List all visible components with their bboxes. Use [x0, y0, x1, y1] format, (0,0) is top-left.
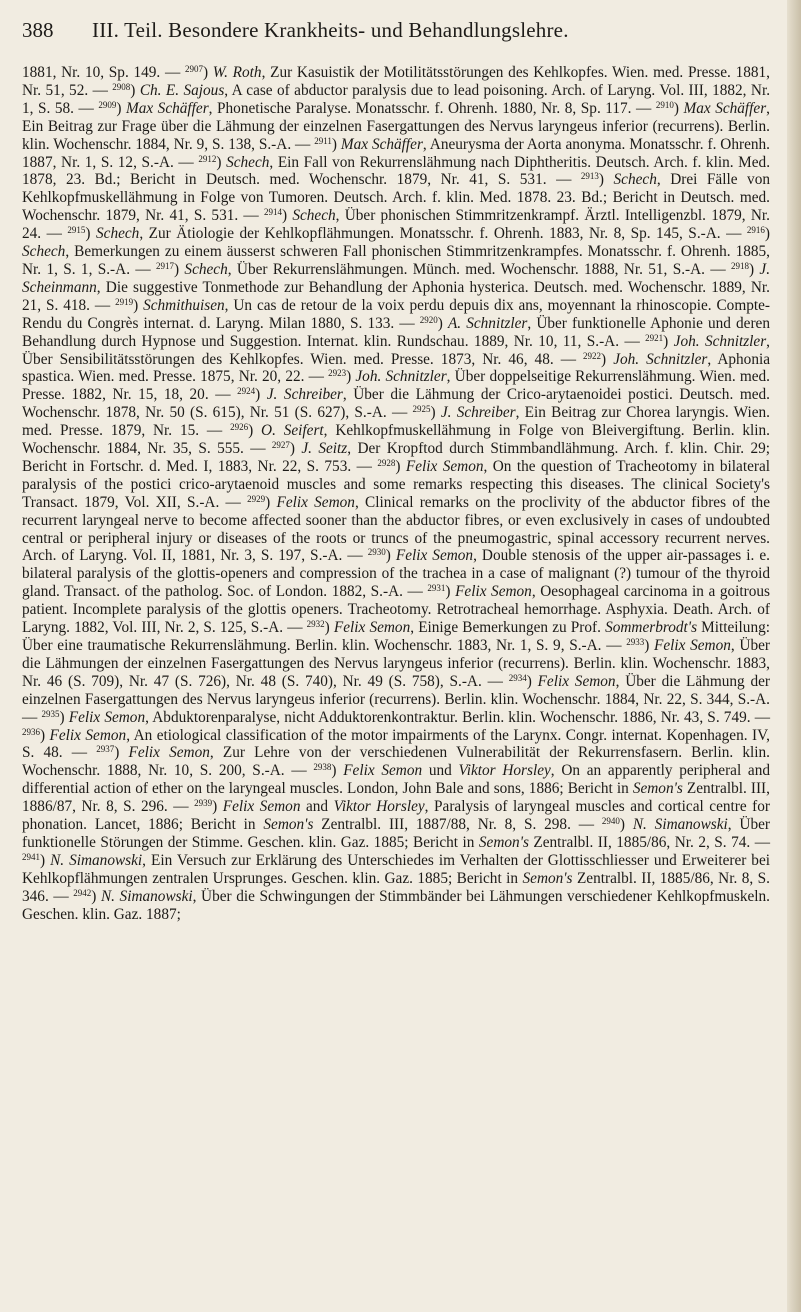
- footnote-number: 2910: [655, 99, 674, 110]
- footnote-number: 2941: [22, 851, 40, 862]
- footnote-number: 2936: [22, 726, 40, 737]
- author-name: Felix Semon: [455, 583, 532, 601]
- footnote-number: 2925: [412, 404, 431, 415]
- reference-text: , Ein Fall von Rekurrenslähmung nach Diphtheritis. Deutsch. Arch. f. klin. Med. 1878, 23. Bd.; Bericht in Deutsch. med. Wochenschr. 1879, Nr. 41, S. 531. —: [22, 153, 771, 189]
- reference-text: , Zur Lehre von der verschiedenen Vulnerabilität der Rekurrensfasern. Berlin. klin. Wochenschr. 1888, Nr. 10, S. 200, S.-A. —: [22, 744, 771, 780]
- footnote-number: 2924: [237, 386, 256, 397]
- footnote-number: 2938: [313, 762, 332, 773]
- reference-text: , Über funktionelle Aphonie und deren Behandlung durch Hypnose und Suggestion. Internat. klin. Rundschau. 1889, Nr. 10, 11, S.-A. —: [22, 314, 770, 350]
- page-number: 388: [22, 18, 54, 42]
- author-name: W. Roth: [212, 64, 262, 81]
- author-name: Max Schäffer: [340, 135, 423, 153]
- author-name: J. Scheinmann: [22, 260, 771, 296]
- author-name: Felix Semon: [405, 457, 484, 475]
- reference-text: , Einige Bemerkungen zu Prof.: [410, 619, 606, 637]
- author-name: O. Seifert: [261, 422, 324, 440]
- footnote-number: 2920: [419, 314, 438, 325]
- reference-text: , Die suggestive Tonmethode zur Behandlung der Aphonia hysterica. Deutsch. med. Wochenschr. 1889, Nr. 21, S. 418. —: [22, 278, 770, 314]
- author-name: Viktor Horsley: [333, 798, 425, 816]
- reference-text: , Bemerkungen zu einem äusserst schweren Fall phonischen Stimmritzenkrampfes. Monatsschr. f. Ohrenh. 1885, Nr. 1, S. 1, S.-A. —: [22, 243, 770, 278]
- author-name: A. Schnitzler: [447, 314, 528, 332]
- author-name: Schech: [22, 243, 66, 261]
- author-name: Felix Semon: [333, 619, 411, 637]
- footnote-number: 2928: [377, 457, 396, 468]
- author-name: J. Seitz: [301, 440, 348, 458]
- reference-paragraph: 1881, Nr. 10, Sp. 149. — $^{2907}$) W. Roth, Zur Kasuistik der Motilitätsstörungen des Kehlkopfes. Wien. med. Presse. 1881, Nr. 51, 52. — $^{2908}$) Ch. E. Sajous, A case of abductor paralysis due to lead poisoning. Arch. of Laryng. Vol. III, 1882, Nr. 1, S. 58. — $^{2909}$) Max Schäffer, Phonetische Paralyse. Monatsschr. f. Ohrenh. 1880, Nr. 8, Sp. 117. — $^{2910}$) Max Schäffer, Ein Beitrag zur Frage über die Lähmung der einzelnen Fasergattungen des Nervus laryngeus inferior (recurrens). Berlin. klin. Wochenschr. 1884, Nr. 9, S. 138, S.-A. — $^{2911}$) Max Schäffer, Aneurysma der Aorta anonyma. Monatsschr. f. Ohrenh. 1887, Nr. 1, S. 12, S.-A. — $^{2912}$) Schech, Ein Fall von Rekurrenslähmung nach Diphtheritis. Deutsch. Arch. f. klin. Med. 1878, 23. Bd.; Bericht in Deutsch. med. Wochenschr. 1879, Nr. 41, S. 531. — $^{2913}$) Schech, Drei Fälle von Kehlkopfmuskellähmung in Folge von Tumoren. Deutsch. Arch. f. klin. Med. 1878. 23. Bd.; Bericht in Deutsch. med. Wochenschr. 1879, Nr. 41, S. 531. — $^{2914}$) Schech, Über phonischen Stimmritzenkrampf. Ärztl. Intelligenzbl. 1879, Nr. 24. — $^{2915}$) Schech, Zur Ätiologie der Kehlkopflähmungen. Monatsschr. f. Ohrenh. 1883, Nr. 8, Sp. 145, S.-A. — $^{2916}$) Schech, Bemerkungen zu einem äusserst schweren Fall phonischen Stimmritzenkrampfes. Monatsschr. f. Ohrenh. 1885, Nr. 1, S. 1, S.-A. — $^{2917}$) Schech, Über Rekurrenslähmungen. Münch. med. Wochenschr. 1888, Nr. 51, S.-A. — $^{2918}$) J. Scheinmann, Die suggestive Tonmethode zur Behandlung der Aphonia hysterica. Deutsch. med. Wochenschr. 1889, Nr. 21, S. 418. — $^{2919}$) Schmithuisen, Un cas de retour de la voix perdu depuis dix ans, moyennant la rhinoscopie. Compte-Rendu du Congrès internat. d. Laryng. Milan 1880, S. 133. — $^{2920}$) A. Schnitzler, Über funktionelle Aphonie und deren Behandlung durch Hypnose und Suggestion. Internat. klin. Rundschau. 1889, Nr. 10, 11, S.-A. — $^{2921}$) Joh. Schnitzler, Über Sensibilitätsstörungen des Kehlkopfes. Wien. med. Presse. 1873, Nr. 46, 48. — $^{2922}$) Joh. Schnitzler, Aphonia spastica. Wien. med. Presse. 1875, Nr. 20, 22. — $^{2923}$) Joh. Schnitzler, Über doppelseitige Rekurrenslähmung. Wien. med. Presse. 1882, Nr. 15, 18, 20. — $^{2924}$) J. Schreiber, Über die Lähmung der Crico-arytaenoidei postici. Deutsch. med. Wochenschr. 1878, Nr. 50 (S. 615), Nr. 51 (S. 627), S.-A. — $^{2925}$) J. Schreiber, Ein Beitrag zur Chorea laryngis. Wien. med. Presse. 1879, Nr. 15. — $^{2926}$) O. Seifert, Kehlkopfmuskellähmung in Folge von Bleivergiftung. Berlin. klin. Wochenschr. 1884, Nr. 35, S. 555. — $^{2927}$) J. Seitz, Der Kropftod durch Stimmbandlähmung. Arch. f. klin. Chir. 29; Bericht in Fortschr. d. Med. I, 1883, Nr. 22, S. 753. — $^{2928}$) Felix Semon, On the question of Tracheotomy in bilateral paralysis of the postici crico-arytaenoid muscles and some remarks respecting this diseases. The clinical Society's Transact. 1879, Vol. XII, S.-A. — $^{2929}$) Felix Semon, Clinical remarks on the proclivity of the abductor fibres of the recurrent laryngeal nerve to become affected sooner than the abductor fibres, or even exclusively in cases of undoubted central or peripheral injury or diseases of the roots or truncs of the pneumogastric, spinal accessory recurrent nerves. Arch. of Laryng. Vol. II, 1881, Nr. 3, S. 197, S.-A. — $^{2930}$) Felix Semon, Double stenosis of the upper air-passages i. e. bilateral paralysis of the glottis-openers and compression of the trachea in a case of malignant (?) tumour of the thyroid gland. Transact. of the patholog. Soc. of London. 1882, S.-A. — $^{2931}$) Felix Semon, Oesophageal carcinoma in a goitrous patient. Incomplete paralysis of the glottis openers. Tracheotomy. Retrotracheal hemorrhage. Asphyxia. Death. Arch. of Laryng. 1882, Vol. III, Nr. 2, S. 125, S.-A. — $^{2932}$) Felix Semon, Einige Bemerkungen zu Prof. Sommerbrodt's Mitteilung: Über eine traumatische Rekurrenslähmung. Berlin. klin. Wochenschr. 1883, Nr. 1, S. 9, S.-A. — $^{2933}$) Felix Semon, Über die Lähmungen der einzelnen Fasergattungen des Nervus laryngeus inferior (recurrens). Berlin. klin. Wochenschr. 1883, Nr. 46 (S. 709), Nr. 47 (S. 726), Nr. 48 (S. 740), Nr. 49 (S. 758), S.-A. — $^{2934}$) Felix Semon, Über die Lähmung der einzelnen Fasergattungen des Nervus laryngeus inferior (recurrens). Berlin. klin. Wochenschr. 1884, Nr. 22, S. 344, S.-A. — $^{2935}$) Felix Semon, Abduktorenparalyse, nicht Adduktorenkontraktur. Berlin. klin. Wochenschr. 1886, Nr. 43, S. 749. — $^{2936}$) Felix Semon, An etiological classification of the motor impairments of the Larynx. Congr. internat. Kopenhagen. IV, S. 48. — $^{2937}$) Felix Semon, Zur Lehre von der verschiedenen Vulnerabilität der Rekurrensfasern. Berlin. klin. Wochenschr. 1888, Nr. 10, S. 200, S.-A. — $^{2938}$) Felix Semon und Viktor Horsley, On an apparently peripheral and differential action of ether on the laryngeal muscles. London, John Bale and sons, 1886; Bericht in Semon's Zentralbl. III, 1886/87, Nr. 8, S. 296. — $^{2939}$) Felix Semon and Viktor Horsley, Paralysis of laryngeal muscles and cortical centre for phonation. Lancet, 1886; Bericht in Semon's Zentralbl. III, 1887/88, Nr. 8, S. 298. — $^{2940}$) N. Simanowski, Über funktionelle Störungen der Stimme. Geschen. klin. Gaz. 1885; Bericht in Semon's Zentralbl. II, 1885/86, Nr. 2, S. 74. — $^{2941}$) N. Simanowski, Ein Versuch zur Erklärung des Unterschiedes im Verhalten der Glottisschliesser und Erweiterer bei Kehlkopflähmungen zentralen Ursprunges. Geschen. klin. Gaz. 1885; Bericht in Semon's Zentralbl. II, 1885/86, Nr. 8, S. 346. — $^{2942}$) N. Simanowski, Über die Schwingungen der Stimmbänder bei Lähmungen verschiedener Kehlkopfmuskeln. Geschen. klin. Gaz. 1887;: [22, 64, 771, 923]
- footnote-number: 2915: [67, 225, 86, 236]
- reference-text: , Abduktorenparalyse, nicht Adduktorenkontraktur. Berlin. klin. Wochenschr. 1886, Nr. 43, S. 749. —: [145, 708, 771, 726]
- reference-text: , Oesophageal carcinoma in a goitrous patient. Incomplete paralysis of the glottis openers. Tracheotomy. Retrotracheal hemorrhage. Asphyxia. Death. Arch. of Laryng. 1882, Vol. III, Nr. 2, S. 125, S.-A. —: [22, 583, 771, 637]
- reference-text: , Phonetische Paralyse. Monatsschr. f. Ohrenh. 1880, Nr. 8, Sp. 117. —: [208, 99, 656, 117]
- reference-text: , Über Rekurrenslähmungen. Münch. med. Wochenschr. 1888, Nr. 51, S.-A. —: [227, 260, 731, 278]
- author-name: Semon's: [632, 780, 683, 798]
- reference-text: , Über die Schwingungen der Stimmbänder bei Lähmungen verschiedener Kehlkopfmuskeln. Geschen. klin. Gaz. 1887;: [22, 887, 771, 923]
- author-name: Schech: [292, 207, 336, 225]
- reference-text: Zentralbl. II, 1885/86, Nr. 2, S. 74. —: [528, 833, 770, 851]
- reference-text: , A case of abductor paralysis due to lead poisoning. Arch. of Laryng. Vol. III, 1882, Nr. 1, S. 58. —: [22, 81, 771, 117]
- author-name: J. Schreiber: [440, 404, 516, 422]
- footnote-number: 2907: [184, 64, 203, 74]
- footnote-number: 2908: [112, 81, 131, 92]
- page-header: [22, 18, 771, 52]
- reference-text: , Kehlkopfmuskellähmung in Folge von Bleivergiftung. Berlin. klin. Wochenschr. 1884, Nr. 35, S. 555. —: [22, 422, 770, 458]
- author-name: N. Simanowski: [632, 816, 728, 834]
- author-name: Felix Semon: [49, 726, 127, 744]
- reference-text: , Clinical remarks on the proclivity of the abductor fibres of the recurrent laryngeal nerve to become affected sooner than the abductor fibres, or even exclusively in cases of undoubted central or peripheral injury or diseases of the roots or truncs of the pneumogastric, spinal accessory recurrent nerves. Arch. of Laryng. Vol. II, 1881, Nr. 3, S. 197, S.-A. —: [22, 493, 770, 565]
- author-name: Joh. Schnitzler: [613, 350, 708, 368]
- footnote-number: 2909: [98, 99, 117, 110]
- reference-text: , Aneurysma der Aorta anonyma. Monatsschr. f. Ohrenh. 1887, Nr. 1, S. 12, S.-A. —: [22, 135, 770, 171]
- footnote-number: 2932: [306, 619, 325, 630]
- reference-text: , Über phonischen Stimmritzenkrampf. Ärztl. Intelligenzbl. 1879, Nr. 24. —: [22, 207, 770, 243]
- footnote-number: 2922: [583, 350, 602, 361]
- reference-text: , Zur Ätiologie der Kehlkopflähmungen. Monatsschr. f. Ohrenh. 1883, Nr. 8, Sp. 145, S.-A. —: [139, 225, 747, 243]
- footnote-number: 2933: [626, 637, 645, 647]
- reference-text: Zentralbl. II, 1885/86, Nr. 8, S. 346. —: [22, 869, 770, 905]
- reference-text: , Zur Kasuistik der Motilitätsstörungen des Kehlkopfes. Wien. med. Presse. 1881, Nr. 51, 52. —: [22, 64, 771, 99]
- reference-text: , On the question of Tracheotomy in bilateral paralysis of the postici crico-arytaenoid muscles and some remarks respecting this diseases. The clinical Society's Transact. 1879, Vol. XII, S.-A. —: [22, 457, 771, 511]
- reference-text: , Über Sensibilitätsstörungen des Kehlkopfes. Wien. med. Presse. 1873, Nr. 46, 48. —: [22, 332, 770, 368]
- footnote-number: 2918: [730, 260, 749, 271]
- reference-text: , Über funktionelle Störungen der Stimme. Geschen. klin. Gaz. 1885; Bericht in: [22, 816, 771, 851]
- footnote-number: 2923: [328, 368, 347, 379]
- author-name: Schech: [96, 225, 140, 243]
- reference-text: , Ein Beitrag zur Frage über die Lähmung der einzelnen Fasergattungen des Nervus laryngeus inferior (recurrens). Berlin. klin. Wochenschr. 1884, Nr. 9, S. 138, S.-A. —: [22, 99, 770, 153]
- author-name: Felix Semon: [343, 762, 423, 780]
- author-name: Felix Semon: [395, 547, 474, 565]
- reference-text: , Über die Lähmung der einzelnen Fasergattungen des Nervus laryngeus inferior (recurrens). Berlin. klin. Wochenschr. 1884, Nr. 22, S. 344, S.-A. —: [22, 672, 770, 726]
- reference-text: , Double stenosis of the upper air-passages i. e. bilateral paralysis of the glottis-openers and compression of the trachea in a case of malignant (?) tumour of the thyroid gland. Transact. of the patholog. Soc. of London. 1882, S.-A. —: [22, 547, 770, 601]
- reference-text: , Ein Versuch zur Erklärung des Unterschiedes im Verhalten der Glottisschliesser und Erweiterer bei Kehlkopflähmungen zentralen Ursprunges. Geschen. klin. Gaz. 1885; Bericht in: [22, 851, 770, 887]
- author-name: Viktor Horsley: [458, 762, 551, 780]
- author-name: Joh. Schnitzler: [673, 332, 767, 350]
- author-name: Max Schäffer: [683, 99, 767, 117]
- reference-text: , Über die Lähmung der Crico-arytaenoidei postici. Deutsch. med. Wochenschr. 1878, Nr. 50 (S. 615), Nr. 51 (S. 627), S.-A. —: [22, 386, 771, 422]
- footnote-number: 2929: [247, 493, 266, 504]
- author-name: Felix Semon: [68, 708, 146, 726]
- reference-text: , Drei Fälle von Kehlkopfmuskellähmung in Folge von Tumoren. Deutsch. Arch. f. klin. Med. 1878. 23. Bd.; Bericht in Deutsch. med. Wochenschr. 1879, Nr. 41, S. 531. —: [22, 171, 770, 225]
- footnote-number: 2914: [263, 207, 282, 218]
- reference-text: , An etiological classification of the motor impairments of the Larynx. Congr. internat. Kopenhagen. IV, S. 48. —: [22, 726, 770, 762]
- footnote-number: 2939: [194, 798, 213, 809]
- author-name: Semon's: [522, 869, 573, 887]
- footnote-number: 2912: [198, 153, 217, 164]
- reference-text: , Aphonia spastica. Wien. med. Presse. 1875, Nr. 20, 22. —: [22, 350, 771, 386]
- footnote-number: 2921: [645, 332, 664, 343]
- footnote-number: 2911: [314, 135, 332, 146]
- author-name: Schech: [226, 153, 270, 171]
- author-name: Schech: [184, 260, 228, 278]
- author-name: Felix Semon: [654, 637, 731, 654]
- footnote-number: 2931: [427, 583, 446, 594]
- reference-text: and: [300, 798, 334, 816]
- footnote-number: 2917: [155, 260, 174, 271]
- author-name: N. Simanowski: [100, 887, 193, 905]
- running-title: III. Teil. Besondere Krankheits- und Behandlungslehre.: [92, 18, 569, 42]
- reference-text: Mitteilung: Über eine traumatische Rekurrenslähmung. Berlin. klin. Wochenschr. 1883, Nr. 1, S. 9, S.-A. —: [22, 619, 770, 654]
- author-name: N. Simanowski: [50, 851, 143, 869]
- footnote-number: 2942: [73, 887, 92, 898]
- reference-text: , Paralysis of laryngeal muscles and cortical centre for phonation. Lancet, 1886; Bericht in: [22, 798, 770, 834]
- author-name: Schmithuisen: [143, 296, 225, 314]
- bibliography-text: [22, 64, 770, 924]
- reference-text: , Der Kropftod durch Stimmbandlähmung. Arch. f. klin. Chir. 29; Bericht in Fortschr. d. Med. I, 1883, Nr. 22, S. 753. —: [22, 440, 770, 475]
- author-name: Semon's: [263, 816, 314, 834]
- author-name: Felix Semon: [537, 672, 616, 690]
- footnote-number: 2930: [367, 547, 386, 558]
- reference-text: 1881, Nr. 10, Sp. 149. —: [22, 64, 185, 81]
- footnote-number: 2916: [746, 225, 765, 236]
- footnote-number: 2919: [115, 296, 134, 307]
- author-name: Joh. Schnitzler: [355, 368, 447, 386]
- author-name: Felix Semon: [222, 798, 301, 816]
- author-name: Sommerbrodt's: [605, 619, 698, 637]
- page-edge-shadow: [787, 0, 801, 1312]
- footnote-number: 2913: [580, 171, 599, 182]
- author-name: Ch. E. Sajous: [139, 81, 225, 99]
- author-name: Max Schäffer: [125, 99, 209, 117]
- footnote-number: 2934: [508, 672, 527, 683]
- reference-text: , Über doppelseitige Rekurrenslähmung. Wien. med. Presse. 1882, Nr. 15, 18, 20. —: [22, 368, 770, 404]
- reference-text: , Un cas de retour de la voix perdu depuis dix ans, moyennant la rhinoscopie. Compte-Rendu du Congrès internat. d. Laryng. Milan 1880, S. 133. —: [22, 296, 771, 332]
- author-name: Schech: [613, 171, 657, 189]
- reference-text: , Über die Lähmungen der einzelnen Fasergattungen des Nervus laryngeus inferior (recurrens). Berlin. klin. Wochenschr. 1883, Nr. 46 (S. 709), Nr. 47 (S. 726), Nr. 48 (S. 740), Nr. 49 (S. 758), S.-A. —: [22, 637, 771, 690]
- footnote-number: 2940: [601, 816, 620, 827]
- reference-text: und: [422, 762, 459, 780]
- footnote-number: 2935: [41, 708, 60, 719]
- author-name: J. Schreiber: [266, 386, 343, 404]
- author-name: Felix Semon: [276, 493, 355, 511]
- reference-text: , Ein Beitrag zur Chorea laryngis. Wien. med. Presse. 1879, Nr. 15. —: [22, 404, 771, 440]
- footnote-number: 2927: [271, 440, 290, 451]
- reference-text: Zentralbl. III, 1886/87, Nr. 8, S. 296. —: [22, 780, 770, 816]
- reference-text: , On an apparently peripheral and differential action of ether on the laryngeal muscles. London, John Bale and sons, 1886; Bericht in: [22, 762, 771, 798]
- reference-text: Zentralbl. III, 1887/88, Nr. 8, S. 298. —: [313, 816, 602, 834]
- footnote-number: 2926: [230, 422, 249, 433]
- author-name: Semon's: [478, 833, 529, 851]
- author-name: Felix Semon: [128, 744, 210, 762]
- footnote-number: 2937: [96, 744, 115, 755]
